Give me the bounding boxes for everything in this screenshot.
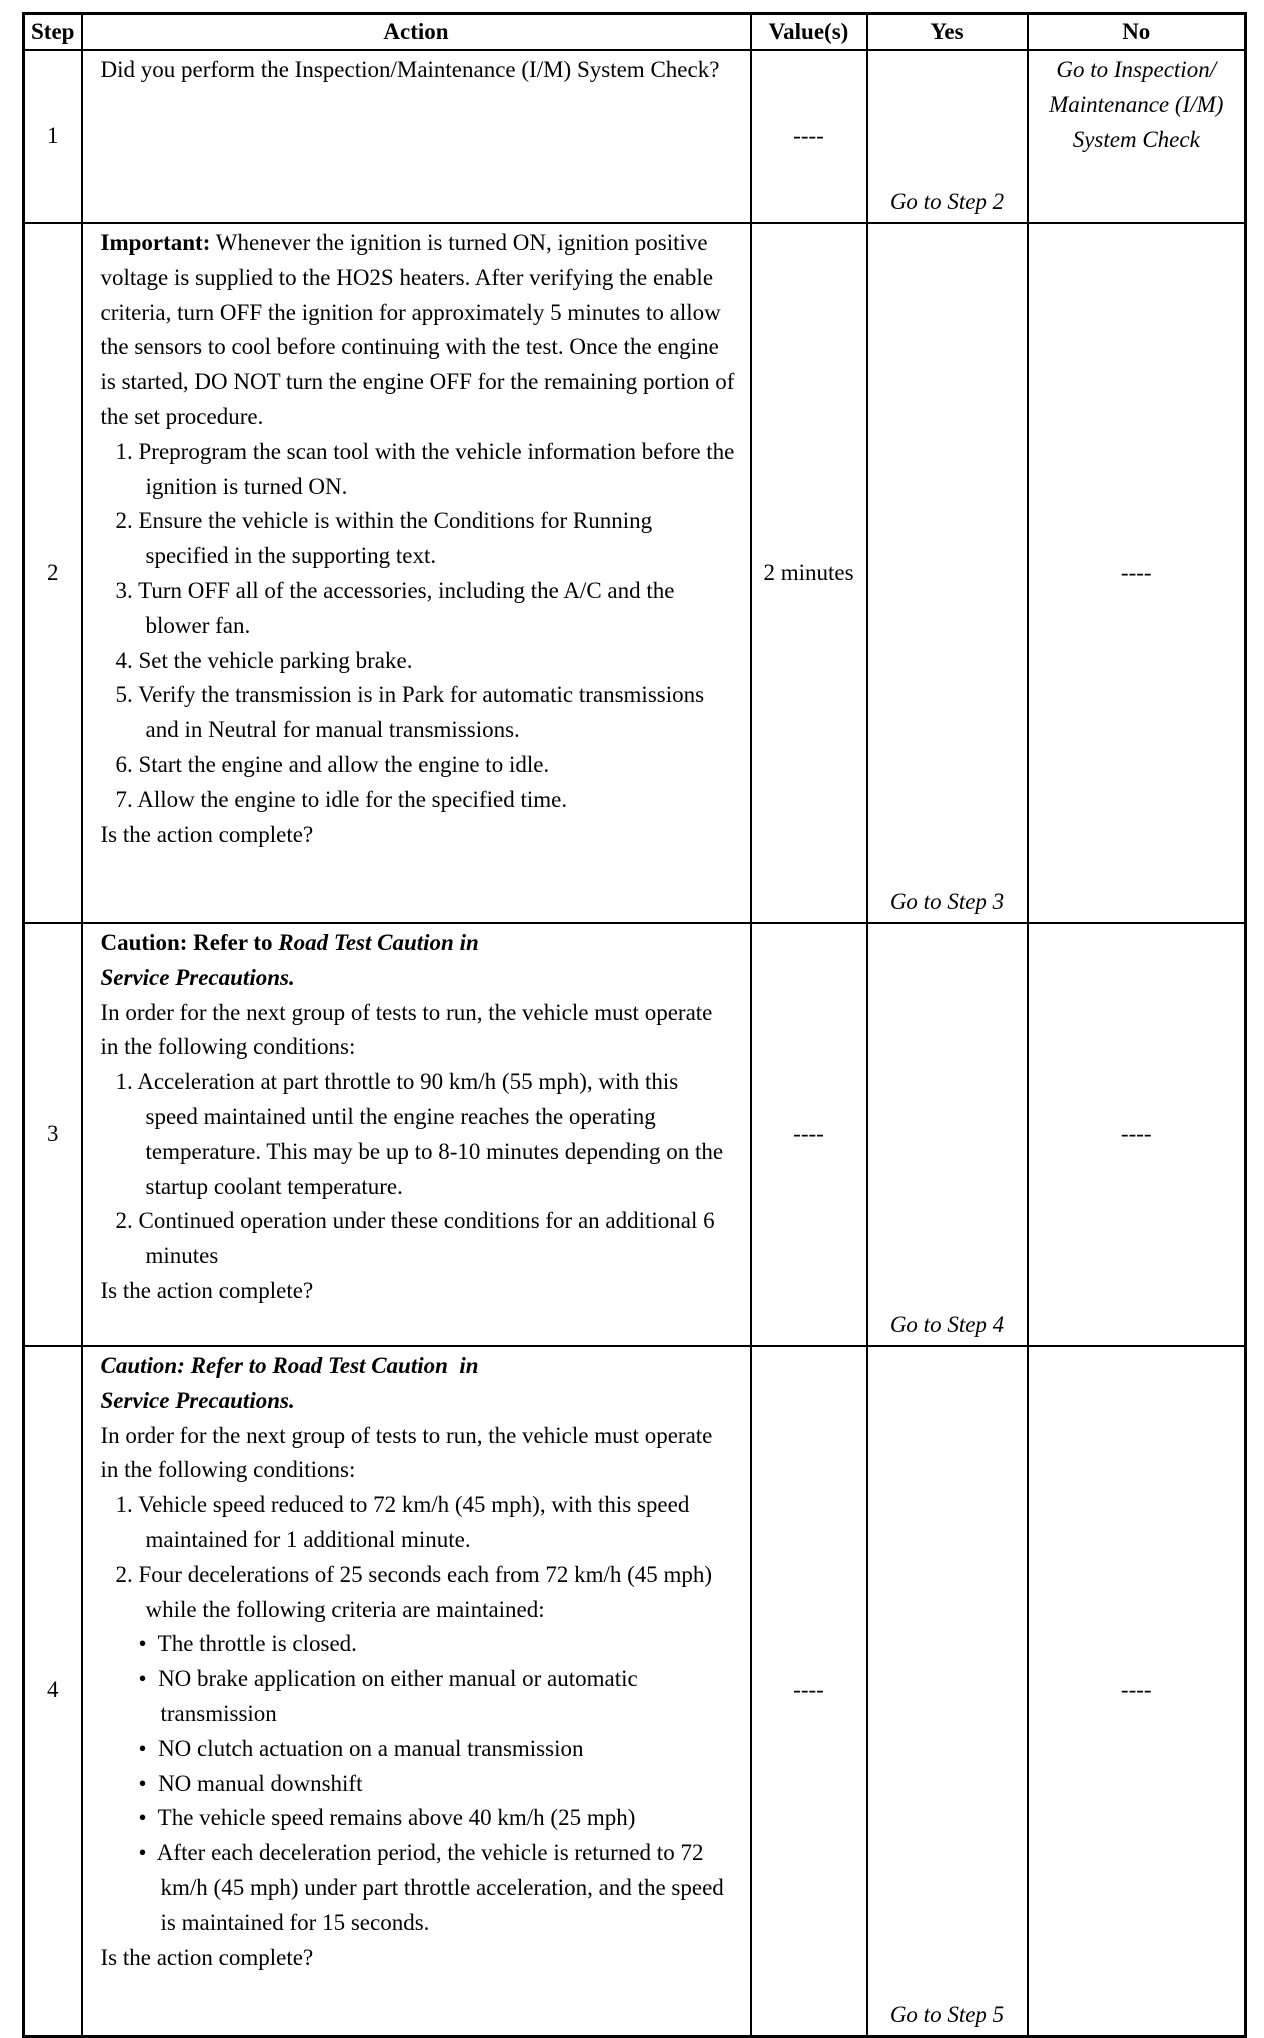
list-item: 6. Start the engine and allow the engine to idle.	[115, 751, 550, 777]
action-question: Is the action complete?	[100, 1277, 314, 1303]
action-question: Is the action complete?	[100, 1944, 314, 1970]
yes-cell: Go to Step 2	[867, 50, 1028, 223]
no-cell: Go to Inspection/ Maintenance (I/M) System Check	[1028, 50, 1246, 223]
action-question: Did you perform the Inspection/Maintenance (I/M) System Check?	[100, 57, 720, 82]
table-row	[24, 923, 1246, 1346]
important-note	[101, 226, 736, 435]
list-item: 3. Turn OFF all of the accessories, including the A/C and the blower fan.	[115, 577, 675, 638]
list-item: 1. Vehicle speed reduced to 72 km/h (45 mph), with this speed maintained for 1 additional minute.	[115, 1492, 690, 1552]
bullet-item: • After each deceleration period, the vehicle is returned to 72 km/h (45 mph) under part throttle acceleration, and the speed is maintained for 15 seconds.	[138, 1840, 724, 1935]
value-cell: ----	[751, 923, 867, 1346]
important-text: Whenever the ignition is turned ON, ignition positive voltage is supplied to the HO2S heaters. After verifying the enable criteria, turn OFF the ignition for approximately 5 minutes to allow the sensors to cool before continuing with the test. Once the engine is started, DO NOT turn the engine OFF for the remaining portion of the set procedure.	[100, 230, 735, 429]
yes-cell: Go to Step 5	[867, 1346, 1028, 2036]
header-step: Step	[24, 14, 82, 51]
header-values: Value(s)	[751, 14, 867, 51]
important-label: Important:	[100, 230, 211, 255]
bullet-item: • The throttle is closed.	[138, 1631, 357, 1657]
list-item: 5. Verify the transmission is in Park for automatic transmissions and in Neutral for manual transmissions.	[115, 682, 705, 743]
bullet-item: • NO clutch actuation on a manual transmission	[138, 1735, 584, 1761]
bullet-item: • NO brake application on either manual or automatic transmission	[138, 1666, 638, 1726]
action-question: Is the action complete?	[100, 821, 314, 847]
table-header-row	[24, 14, 1246, 51]
action-cell	[82, 223, 751, 923]
caution-note	[101, 926, 736, 961]
step-number: 2	[24, 223, 82, 923]
step-number: 4	[24, 1346, 82, 2036]
yes-cell: Go to Step 4	[867, 923, 1028, 1346]
diagnostic-table	[22, 12, 1247, 2038]
no-cell: ----	[1028, 923, 1246, 1346]
conditions-intro: In order for the next group of tests to run, the vehicle must operate in the following conditions:	[100, 1422, 713, 1483]
caution-prefix: Caution: Refer to	[100, 930, 273, 955]
caution-note: Caution: Refer to Road Test Caution in	[100, 1353, 479, 1378]
value-cell: ----	[751, 50, 867, 223]
conditions-intro: In order for the next group of tests to run, the vehicle must operate in the following conditions:	[100, 999, 713, 1060]
yes-cell: Go to Step 3	[867, 223, 1028, 923]
value-cell: 2 minutes	[751, 223, 867, 923]
step-number: 1	[24, 50, 82, 223]
bullet-item: • NO manual downshift	[138, 1770, 363, 1796]
value-cell: ----	[751, 1346, 867, 2036]
table-row	[24, 50, 1246, 223]
list-item: 1. Preprogram the scan tool with the vehicle information before the ignition is turned ON.	[115, 438, 735, 499]
action-cell	[82, 50, 751, 223]
bullet-item: • The vehicle speed remains above 40 km/h (25 mph)	[138, 1805, 636, 1831]
list-item: 7. Allow the engine to idle for the specified time.	[115, 786, 568, 812]
list-item: 4. Set the vehicle parking brake.	[115, 647, 413, 673]
action-cell	[82, 923, 751, 1346]
caution-reference: Road Test Caution in	[278, 930, 479, 955]
list-item: 2. Four decelerations of 25 seconds each from 72 km/h (45 mph) while the following criteria are maintained:	[115, 1561, 713, 1622]
caution-reference-2: Service Precautions.	[100, 1387, 295, 1413]
list-item: 1. Acceleration at part throttle to 90 km/h (55 mph), with this speed maintained until the engine reaches the operating temperature. This may be up to 8-10 minutes depending on the startup coolant temperature.	[115, 1069, 724, 1199]
caution-reference-2: Service Precautions.	[100, 964, 295, 990]
action-cell	[82, 1346, 751, 2036]
table-row	[24, 223, 1246, 923]
header-no: No	[1028, 14, 1246, 51]
list-item: 2. Continued operation under these conditions for an additional 6 minutes	[115, 1208, 715, 1269]
no-cell: ----	[1028, 223, 1246, 923]
list-item: 2. Ensure the vehicle is within the Conditions for Running specified in the supporting text.	[115, 508, 653, 569]
table-row	[24, 1346, 1246, 2036]
step-number: 3	[24, 923, 82, 1346]
header-yes: Yes	[867, 14, 1028, 51]
no-cell: ----	[1028, 1346, 1246, 2036]
header-action: Action	[82, 14, 751, 51]
